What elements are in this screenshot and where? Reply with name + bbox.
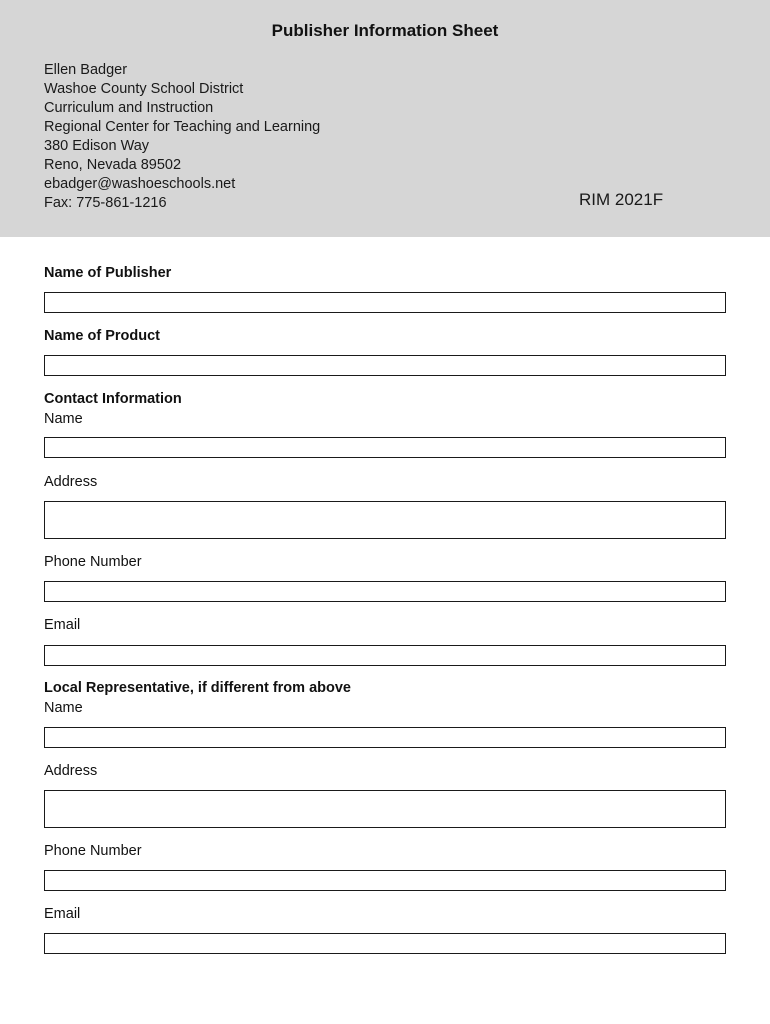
contact-name-label: Name <box>44 411 83 427</box>
street-address: 380 Edison Way <box>44 138 150 154</box>
local-rep-phone-label: Phone Number <box>44 843 142 859</box>
contact-section-label: Contact Information <box>44 391 182 407</box>
contact-phone-label: Phone Number <box>44 554 142 570</box>
page-title: Publisher Information Sheet <box>271 21 499 40</box>
local-rep-name-input[interactable] <box>44 727 726 748</box>
local-rep-email-label: Email <box>44 906 81 922</box>
department-name: Curriculum and Instruction <box>44 100 214 116</box>
header-panel <box>0 0 770 237</box>
local-rep-address-label: Address <box>44 763 98 779</box>
local-rep-email-input[interactable] <box>44 933 726 954</box>
contact-address-input[interactable] <box>44 501 726 539</box>
contact-address-label: Address <box>44 474 98 490</box>
district-name: Washoe County School District <box>44 81 244 97</box>
contact-phone-input[interactable] <box>44 581 726 602</box>
contact-person-name: Ellen Badger <box>44 62 128 78</box>
publisher-input[interactable] <box>44 292 726 313</box>
local-rep-section-label: Local Representative, if different from above <box>44 680 351 696</box>
local-rep-phone-input[interactable] <box>44 870 726 891</box>
product-input[interactable] <box>44 355 726 376</box>
contact-email-label: Email <box>44 617 81 633</box>
publisher-label: Name of Publisher <box>44 265 172 281</box>
center-name: Regional Center for Teaching and Learning <box>44 119 321 135</box>
product-label: Name of Product <box>44 328 161 344</box>
contact-email-input[interactable] <box>44 645 726 666</box>
form-code: RIM 2021F <box>579 190 664 209</box>
local-rep-name-label: Name <box>44 700 83 716</box>
contact-name-input[interactable] <box>44 437 726 458</box>
local-rep-address-input[interactable] <box>44 790 726 828</box>
city-state-zip: Reno, Nevada 89502 <box>44 157 182 173</box>
contact-fax: Fax: 775-861-1216 <box>44 195 167 211</box>
contact-email: ebadger@washoeschools.net <box>44 176 236 192</box>
